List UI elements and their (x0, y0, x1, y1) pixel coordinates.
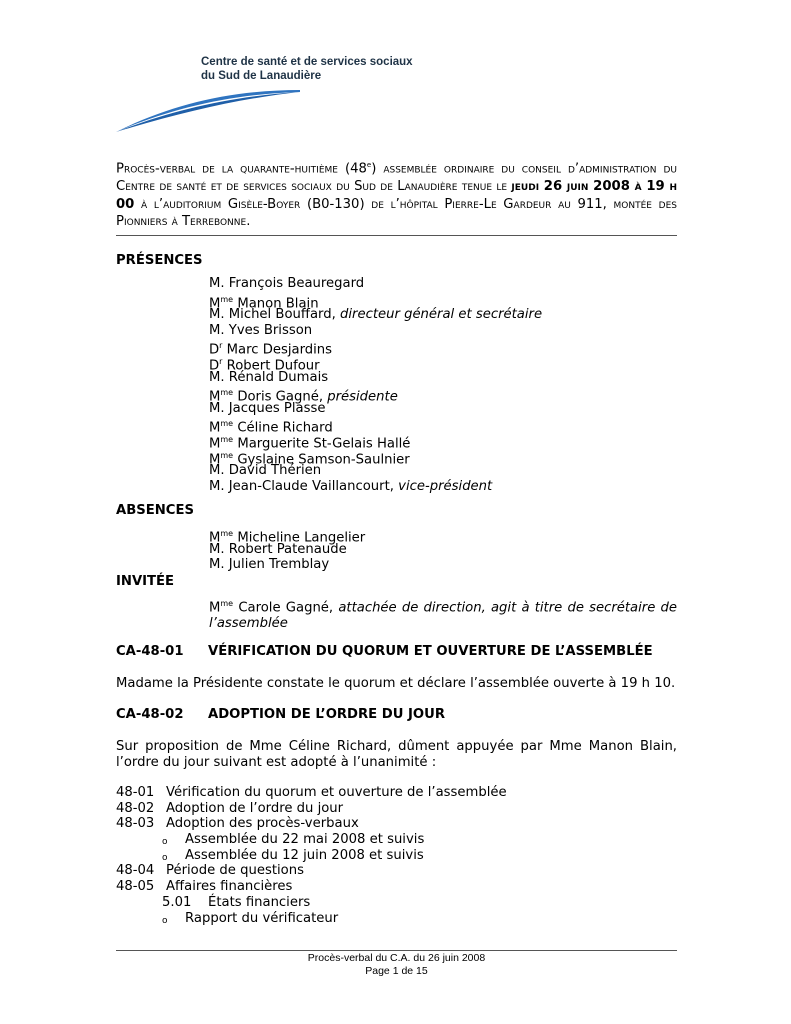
attendee-title: M. (209, 541, 225, 557)
agenda-item (116, 801, 507, 817)
attendee-name: Céline Richard (237, 420, 333, 436)
agenda-subitem (116, 848, 507, 864)
agenda-code: 48-02 (116, 800, 155, 816)
attendee-row (209, 432, 542, 452)
attendee-row (209, 307, 542, 323)
item-ca-48-02-text: Sur proposition de Mme Céline Richard, dûment appuyée par Mme Manon Blain, l’ordre du jour suivant est adopté à l’unanimité : (116, 739, 677, 770)
agenda-subitem (116, 911, 507, 927)
footer-title: Procès-verbal du C.A. du 26 juin 2008 (307, 952, 486, 964)
attendee-row (209, 323, 542, 339)
attendee-title: M. (209, 307, 225, 323)
presences-heading: PRÉSENCES (116, 253, 203, 268)
attendee-name: Doris Gagné, (237, 389, 324, 405)
title-part-1: Procès-verbal de la quarante-huitième (48 (116, 161, 367, 177)
page-footer (116, 952, 677, 978)
attendee-title-sup: me (220, 450, 234, 460)
attendee-name: Jean-Claude Vaillancourt, (228, 478, 394, 494)
attendee-title-sup: me (220, 529, 234, 538)
agenda-subitem (116, 895, 507, 911)
attendee-row (209, 385, 542, 405)
attendee-name: Robert Dufour (226, 358, 320, 374)
agenda-subitem (116, 832, 507, 848)
attendee-name: François Beauregard (228, 276, 365, 291)
attendee-title-sup: me (220, 294, 234, 304)
attendee-title: M (209, 530, 221, 546)
attendee-title: D (209, 358, 220, 374)
attendee-title: M. (209, 322, 225, 338)
attendee-name: Marguerite St-Gelais Hallé (237, 436, 411, 452)
bullet-icon: o (162, 837, 168, 848)
attendee-row (209, 557, 365, 573)
attendee-row (209, 479, 542, 495)
attendee-name: Manon Blain (237, 295, 319, 311)
attendee-row (209, 416, 542, 436)
absences-heading: ABSENCES (116, 503, 194, 518)
attendee-title: M (209, 436, 221, 452)
absences-list (209, 526, 365, 573)
attendee-row (209, 526, 366, 546)
title-part-2: ) assemblée ordinaire du conseil d’administration du Centre de santé et de services sociaux du Sud de Lanaudière tenue le (116, 161, 677, 194)
invitee-title-sup: me (220, 599, 234, 608)
invitee-entry (209, 596, 677, 632)
agenda-code: 48-03 (116, 816, 155, 832)
agenda-item (116, 816, 507, 832)
attendee-title: M. (209, 369, 225, 385)
attendee-title: M. (209, 478, 225, 494)
agenda-label: Adoption des procès-verbaux (166, 816, 359, 832)
attendee-title-sup: me (220, 419, 234, 429)
attendee-row (209, 448, 542, 467)
agenda-label: Période de questions (166, 863, 304, 879)
attendee-name: Micheline Langelier (237, 530, 366, 546)
attendee-name: David Thérien (228, 463, 322, 479)
attendee-title: M (209, 420, 221, 436)
title-superscript: e (366, 161, 372, 169)
attendee-title: M. (209, 400, 225, 416)
attendee-title-sup: me (220, 434, 234, 444)
agenda-label: Vérification du quorum et ouverture de l’assemblée (166, 785, 507, 800)
title-part-4: à l’auditorium Gisèle-Boyer (B0-130) de l’hôpital Pierre-Le Gardeur au 911, montée des Pionniers à Terrebonne. (116, 196, 677, 230)
attendee-role: vice-président (398, 478, 493, 494)
invitee-heading: INVITÉE (116, 574, 175, 589)
attendee-title-sup: r (219, 341, 223, 351)
attendee-title: M. (209, 463, 225, 479)
attendee-title: M (209, 389, 221, 405)
page-number: Page 1 de 15 (365, 965, 428, 977)
invitee-title: M (209, 600, 221, 616)
org-name-line1: Centre de santé et de services sociaux (201, 56, 413, 68)
item-code: CA-48-02 (116, 707, 184, 722)
agenda-label: États financiers (208, 894, 311, 910)
item-title: VÉRIFICATION DU QUORUM ET OUVERTURE DE L’ASSEMBLÉE (208, 644, 653, 659)
item-ca-48-02-heading (116, 707, 445, 722)
attendee-title: M (209, 451, 221, 467)
header-divider (116, 235, 677, 236)
footer-divider (116, 950, 677, 951)
agenda-item (116, 785, 507, 801)
agenda-label: Affaires financières (166, 879, 293, 895)
agenda-label: Rapport du vérificateur (185, 910, 339, 926)
attendee-role: présidente (327, 389, 398, 405)
item-title: ADOPTION DE L’ORDRE DU JOUR (208, 707, 445, 722)
agenda-item (116, 879, 507, 895)
attendee-title: M (209, 295, 221, 311)
agenda-item (116, 863, 507, 879)
attendee-row (209, 276, 542, 292)
agenda-code: 48-01 (116, 785, 155, 800)
agenda-code: 5.01 (162, 894, 192, 910)
attendee-name: Yves Brisson (228, 322, 313, 338)
invitee-role: attachée de direction, agit à titre de secrétaire de l’assemblée (209, 600, 678, 632)
attendee-title: M. (209, 276, 225, 291)
bullet-icon: o (162, 915, 168, 926)
agenda-label: Adoption de l’ordre du jour (166, 800, 344, 816)
attendee-name: Rénald Dumais (228, 369, 329, 385)
agenda-code: 48-04 (116, 863, 155, 879)
attendee-row (209, 338, 542, 358)
attendee-title: M. (209, 557, 225, 573)
attendee-title: D (209, 342, 220, 358)
attendee-row (209, 354, 542, 374)
attendee-row (209, 542, 365, 558)
attendee-role: directeur général et secrétaire (340, 307, 543, 323)
attendee-title-sup: me (220, 388, 234, 398)
attendee-title-sup: r (219, 356, 223, 366)
attendee-name: Robert Patenaude (228, 541, 347, 557)
agenda-code: 48-05 (116, 879, 155, 895)
agenda-label: Assemblée du 12 juin 2008 et suivis (185, 847, 424, 863)
bullet-icon: o (162, 852, 168, 863)
attendee-name: Julien Tremblay (228, 557, 330, 573)
attendee-name: Jacques Plasse (228, 400, 326, 416)
organization-logo (112, 52, 412, 138)
presences-list (209, 276, 542, 494)
document-title (116, 157, 677, 231)
agenda-label: Assemblée du 22 mai 2008 et suivis (185, 832, 425, 848)
agenda-list (116, 785, 507, 926)
attendee-name: Gyslaine Samson-Saulnier (237, 451, 410, 467)
item-ca-48-01-heading (116, 644, 653, 659)
item-code: CA-48-01 (116, 644, 184, 659)
org-name-line2: du Sud de Lanaudière (201, 70, 322, 82)
attendee-name: Michel Bouffard, (228, 307, 336, 323)
item-ca-48-01-text: Madame la Présidente constate le quorum et déclare l’assemblée ouverte à 19 h 10. (116, 676, 676, 691)
attendee-name: Marc Desjardins (226, 342, 333, 358)
title-date: jeudi 26 juin 2008 à 19 h 00 (116, 178, 677, 212)
attendee-row (209, 292, 542, 311)
attendee-row (209, 370, 542, 386)
invitee-name: Carole Gagné, (238, 600, 334, 616)
